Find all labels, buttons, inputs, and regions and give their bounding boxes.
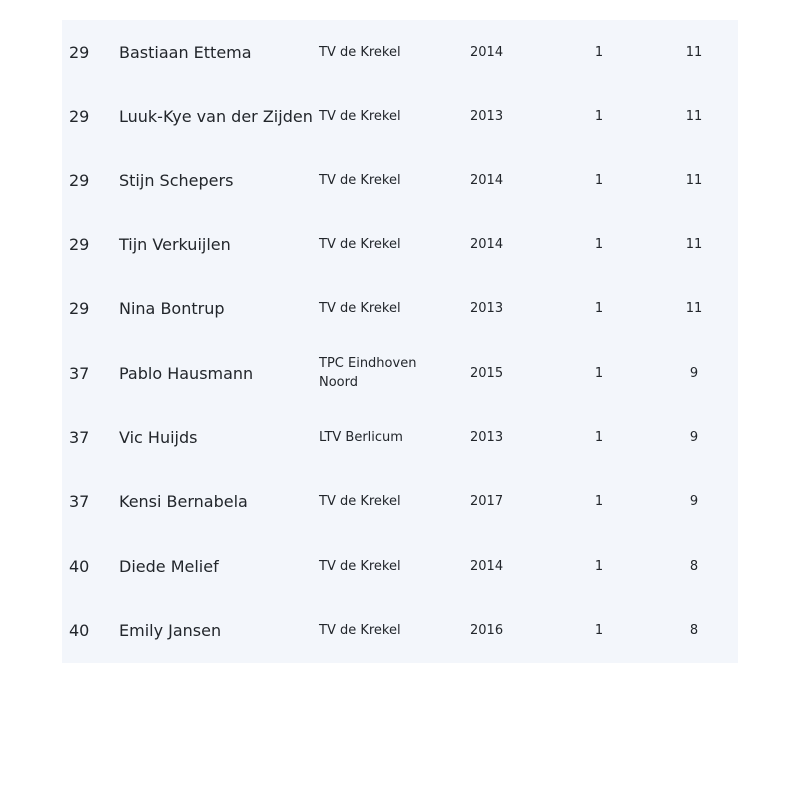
- table-row: [62, 534, 738, 598]
- birth-year-cell: 2014: [470, 236, 504, 252]
- points-cell: 9: [689, 365, 699, 381]
- rank-cell: 37: [69, 427, 90, 447]
- club-cell: TPC Eindhoven Noord: [319, 356, 417, 390]
- count-cell: 1: [594, 622, 604, 638]
- club-cell: TV de Krekel: [319, 300, 401, 316]
- birth-year-cell: 2014: [470, 44, 504, 60]
- player-name-cell: Emily Jansen: [119, 620, 222, 640]
- rank-cell: 40: [69, 556, 90, 576]
- rank-cell: 37: [69, 363, 90, 383]
- count-cell: 1: [594, 365, 604, 381]
- birth-year-cell: 2015: [470, 365, 504, 381]
- club-cell: TV de Krekel: [319, 172, 401, 188]
- club-cell: TV de Krekel: [319, 493, 401, 509]
- birth-year-cell: 2017: [470, 493, 504, 509]
- table-row: [62, 405, 738, 469]
- points-cell: 11: [685, 108, 703, 124]
- points-cell: 11: [685, 172, 703, 188]
- table-row: [62, 84, 738, 148]
- count-cell: 1: [594, 300, 604, 316]
- rank-cell: 29: [69, 234, 90, 254]
- count-cell: 1: [594, 108, 604, 124]
- player-name-cell: Tijn Verkuijlen: [119, 234, 231, 254]
- player-name-cell: Vic Huijds: [119, 427, 198, 447]
- rank-cell: 29: [69, 42, 90, 62]
- player-name-cell: Nina Bontrup: [119, 298, 225, 318]
- rank-cell: 29: [69, 170, 90, 190]
- ranking-table: [62, 20, 738, 663]
- points-cell: 8: [689, 622, 699, 638]
- club-cell: TV de Krekel: [319, 622, 401, 638]
- birth-year-cell: 2013: [470, 300, 504, 316]
- player-name-cell: Stijn Schepers: [119, 170, 234, 190]
- birth-year-cell: 2013: [470, 108, 504, 124]
- points-cell: 11: [685, 236, 703, 252]
- player-name-cell: Kensi Bernabela: [119, 491, 248, 511]
- count-cell: 1: [594, 493, 604, 509]
- player-name-cell: Pablo Hausmann: [119, 363, 254, 383]
- birth-year-cell: 2014: [470, 558, 504, 574]
- count-cell: 1: [594, 44, 604, 60]
- player-name-cell: Diede Melief: [119, 556, 219, 576]
- table-row: [62, 469, 738, 533]
- player-name-cell: Luuk-Kye van der Zijden: [119, 106, 313, 126]
- club-cell: LTV Berlicum: [319, 429, 403, 445]
- birth-year-cell: 2013: [470, 429, 504, 445]
- table-row: [62, 276, 738, 340]
- player-name-cell: Bastiaan Ettema: [119, 42, 252, 62]
- club-cell: TV de Krekel: [319, 108, 401, 124]
- points-cell: 11: [685, 44, 703, 60]
- rank-cell: 40: [69, 620, 90, 640]
- table-row: [62, 148, 738, 212]
- count-cell: 1: [594, 558, 604, 574]
- count-cell: 1: [594, 236, 604, 252]
- table-row: [62, 212, 738, 276]
- rank-cell: 29: [69, 298, 90, 318]
- birth-year-cell: 2014: [470, 172, 504, 188]
- points-cell: 9: [689, 493, 699, 509]
- points-cell: 11: [685, 300, 703, 316]
- birth-year-cell: 2016: [470, 622, 504, 638]
- club-cell: TV de Krekel: [319, 44, 401, 60]
- table-row: [62, 20, 738, 84]
- rank-cell: 37: [69, 491, 90, 511]
- club-cell: TV de Krekel: [319, 558, 401, 574]
- points-cell: 9: [689, 429, 699, 445]
- table-row: [62, 341, 738, 405]
- count-cell: 1: [594, 429, 604, 445]
- points-cell: 8: [689, 558, 699, 574]
- rank-cell: 29: [69, 106, 90, 126]
- club-cell: TV de Krekel: [319, 236, 401, 252]
- count-cell: 1: [594, 172, 604, 188]
- table-row: [62, 598, 738, 662]
